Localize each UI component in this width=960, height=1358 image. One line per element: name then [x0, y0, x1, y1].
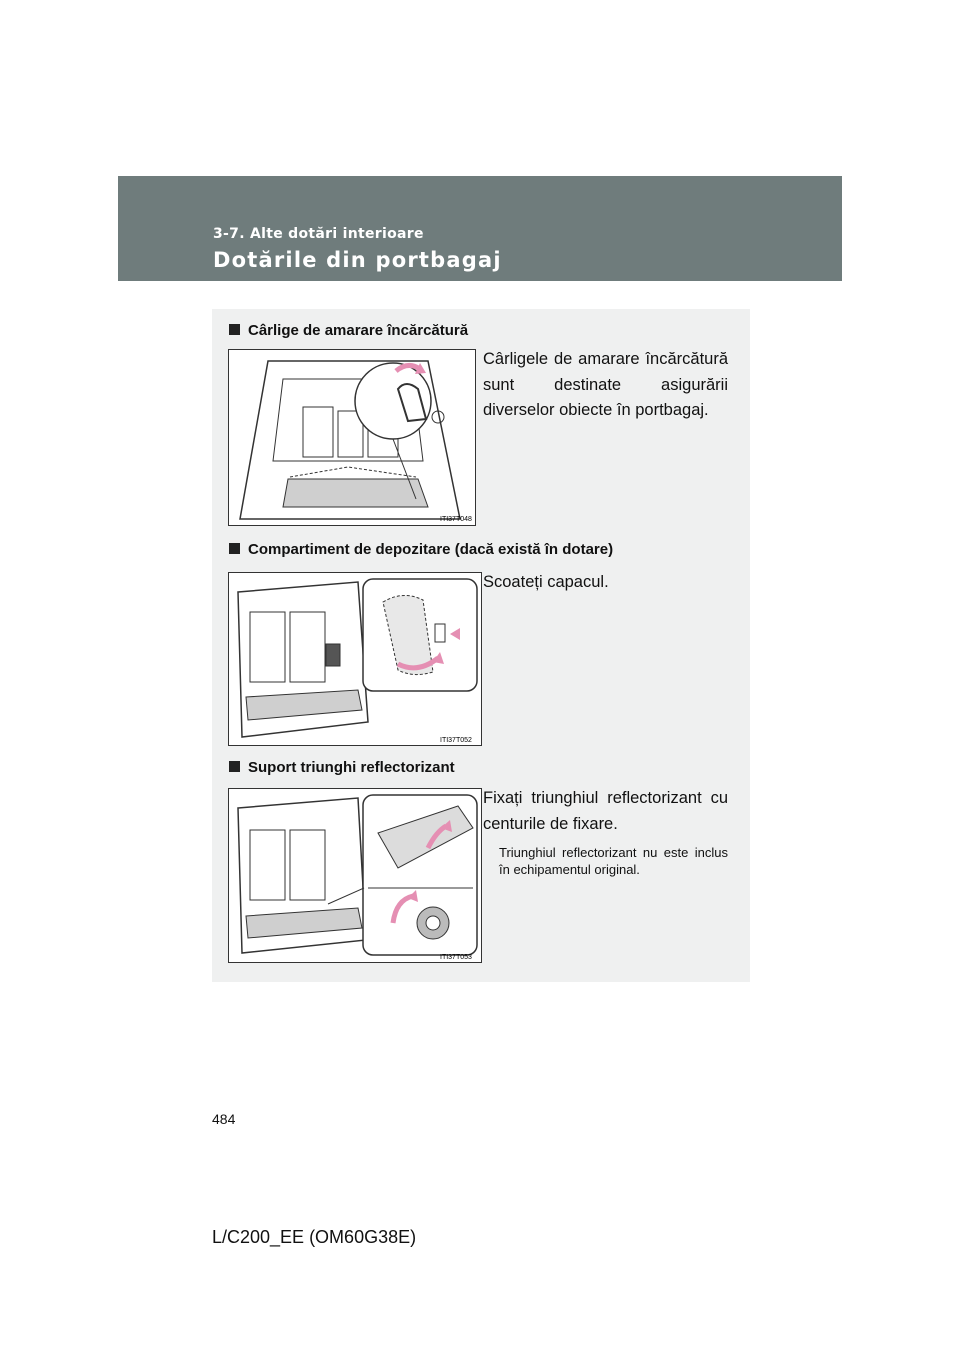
figure-code: ITI37T052 — [440, 737, 472, 744]
figure-lashing-hooks — [228, 349, 476, 526]
page-number: 484 — [212, 1111, 236, 1127]
triangle-holder-illustration — [228, 788, 482, 963]
document-code: L/C200_EE (OM60G38E) — [212, 1227, 417, 1247]
section-label: 3-7. Alte dotări interioare — [213, 226, 424, 242]
figure-triangle-holder — [228, 788, 482, 963]
section-heading-lashing-hooks: Cârlige de amarare încărcătură — [229, 322, 468, 339]
storage-compartment-illustration — [228, 572, 482, 746]
figure-code: ITI37T053 — [440, 954, 472, 961]
page-title: Dotările din portbagaj — [213, 248, 502, 272]
figure-code: ITI37T048 — [440, 516, 472, 523]
figure-storage-compartment — [228, 572, 482, 746]
section-text-triangle-holder: Fixați triunghiul reflectorizant cu centurile de fixare. — [483, 789, 728, 833]
section-heading-triangle-holder: Suport triunghi reflectorizant — [229, 759, 455, 776]
chapter-header — [118, 176, 842, 281]
lashing-hooks-illustration — [228, 349, 476, 526]
section-heading-storage: Compartiment de depozitare (dacă există în dotare) — [229, 541, 613, 558]
bullet-square-icon — [229, 324, 240, 335]
section-note-triangle: Triunghiul reflectorizant nu este inclus în echipamentul original. — [499, 845, 728, 877]
bullet-square-icon — [229, 761, 240, 772]
section-text-lashing-hooks: Cârligele de amarare încărcătură sunt destinate asigurării diverselor obiecte în portbagaj. — [483, 350, 728, 419]
section-text-storage: Scoateți capacul. — [483, 573, 609, 591]
bullet-square-icon — [229, 543, 240, 554]
